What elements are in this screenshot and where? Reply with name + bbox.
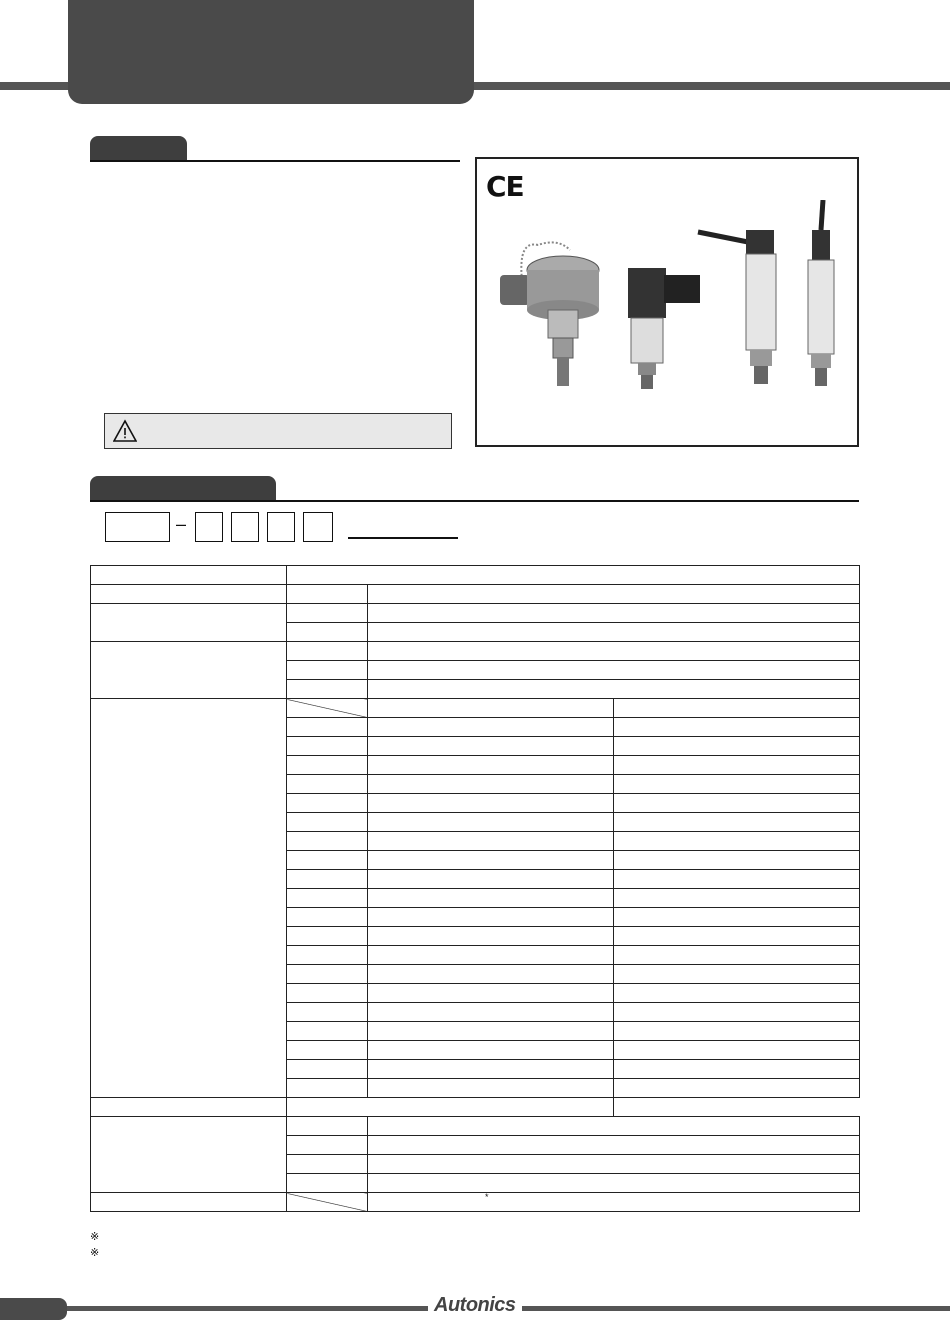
table-row [91, 566, 860, 585]
warning-box [104, 413, 452, 449]
ce-mark: CE [486, 170, 524, 203]
cable-transmitter-straight-image [808, 200, 834, 386]
table-row [91, 642, 860, 661]
note-mark-2: ※ [90, 1247, 100, 1259]
note-mark-1: ※ [90, 1231, 100, 1243]
asterisk-mark: * [485, 1192, 489, 1202]
table-row [91, 1193, 860, 1212]
code-box-4 [303, 512, 333, 542]
ordering-section-tab [90, 476, 276, 502]
code-box-1 [195, 512, 223, 542]
model-code-box [105, 512, 170, 542]
features-section-tab [90, 136, 187, 162]
ordering-section-rule [90, 500, 859, 502]
header-title-tab [68, 0, 474, 104]
code-box-3 [267, 512, 295, 542]
table-row [91, 585, 860, 604]
model-code-dash: – [176, 514, 187, 534]
product-photos [478, 200, 856, 400]
brand-logo: Autonics [428, 1294, 522, 1320]
code-box-2 [231, 512, 259, 542]
diagonal-cell [287, 1193, 368, 1212]
footer-page-tab [0, 1298, 67, 1320]
table-row [91, 604, 860, 623]
diagonal-header-cell [287, 699, 368, 718]
terminal-head-transmitter-image [500, 242, 599, 386]
din-connector-transmitter-image [628, 268, 700, 389]
cable-transmitter-angled-image [698, 230, 776, 384]
features-section-rule [90, 160, 460, 162]
warning-triangle-icon [113, 419, 137, 443]
model-code-underline [348, 537, 458, 539]
table-row [91, 699, 860, 718]
table-row [91, 1117, 860, 1136]
ordering-table [90, 565, 860, 1212]
table-row [91, 1098, 860, 1117]
